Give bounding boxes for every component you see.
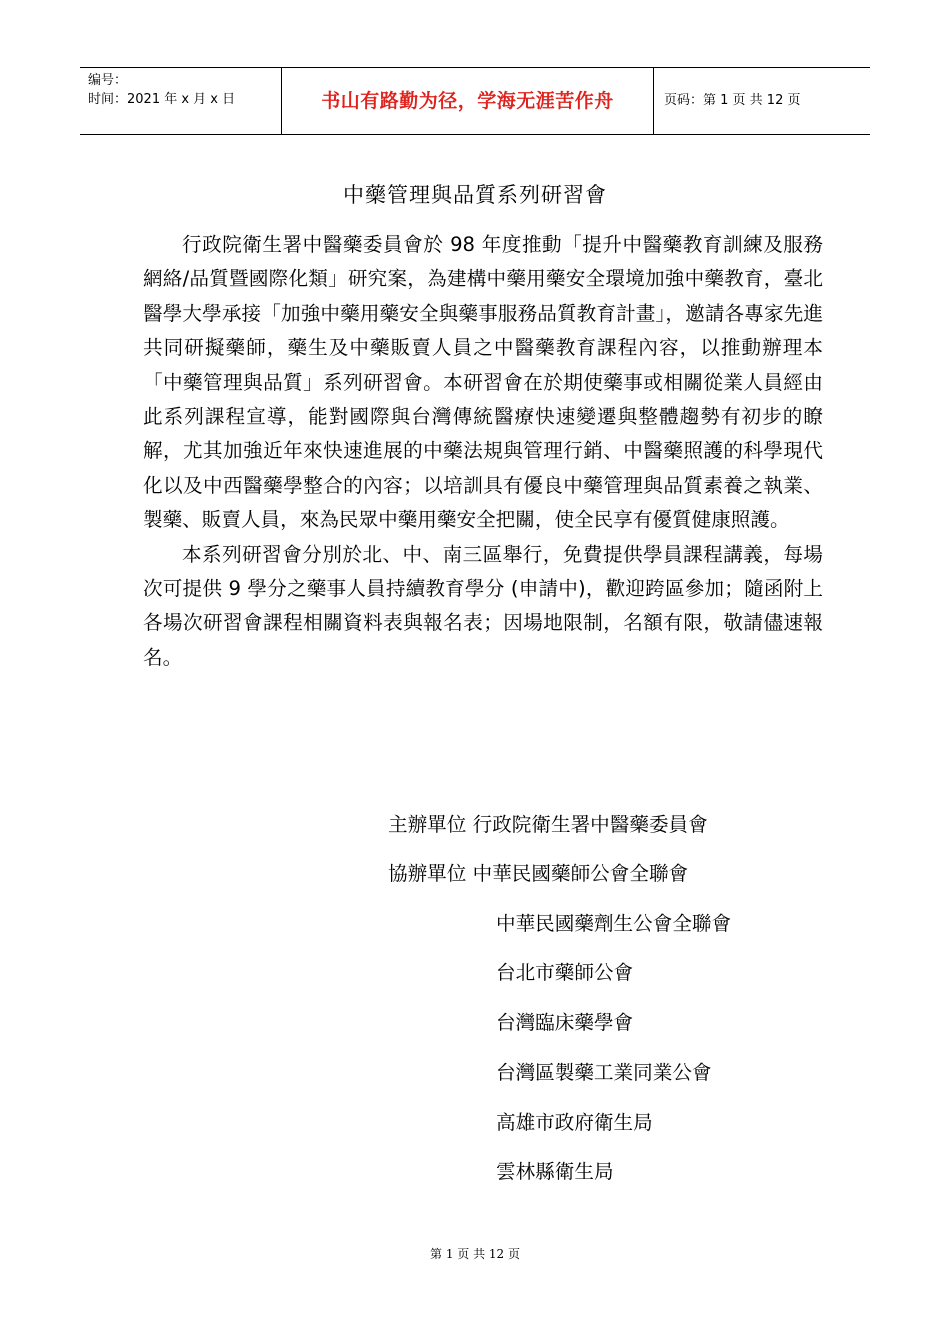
co-host-item: 雲林縣衛生局 (496, 1160, 614, 1183)
page-info: 页码：第 1 页 共 12 页 (664, 93, 801, 108)
co-host-item: 台灣臨床藥學會 (496, 1011, 634, 1034)
co-host-item: 高雄市政府衛生局 (496, 1111, 653, 1134)
body-text (143, 228, 823, 675)
host-organizer: 主辦單位 行政院衛生署中醫藥委員會 (388, 813, 708, 836)
header-table (80, 67, 870, 135)
number-label: 编号： (88, 73, 128, 88)
document-title: 中藥管理與品質系列研習會 (343, 183, 607, 207)
co-host-item: 台北市藥師公會 (496, 961, 634, 984)
co-host-item: 台灣區製藥工業同業公會 (496, 1061, 712, 1084)
page-footer: 第 1 页 共 12 页 (430, 1247, 520, 1261)
time-label: 时间：2021 年 x 月 x 日 (88, 92, 236, 107)
paragraph-details: 本系列研習會分別於北、中、南三區舉行，免費提供學員課程講義，每場次可提供 9 學分之藥事人員持續教育學分 (申請中)，歡迎跨區參加；隨函附上各場次研習會課程相關資料表與報名表；因場地限制，名額有限，敬請儘速報名。 (143, 542, 823, 669)
co-host-item: 中華民國藥劑生公會全聯會 (496, 912, 732, 935)
header-motto-cell (281, 68, 654, 134)
paragraph-intro: 行政院衛生署中醫藥委員會於 98 年度推動「提升中醫藥教育訓練及服務網絡/品質暨國際化類」研究案，為建構中藥用藥安全環境加強中藥教育，臺北醫學大學承接「加強中藥用藥安全與藥事服務品質教育計畫」，邀請各專家先進共同研擬藥師，藥生及中藥販賣人員之中醫藥教育課程內容，以推動辦理本「中藥管理與品質」系列研習會。本研習會在於期使藥事或相關從業人員經由此系列課程宣導，能對國際與台灣傳統醫療快速變遷與整體趨勢有初步的瞭解，尤其加強近年來快速進展的中藥法規與管理行銷、中醫藥照護的科學現代化以及中西醫藥學整合的內容；以培訓具有優良中藥管理與品質素養之執業、製藥、販賣人員，來為民眾中藥用藥安全把關，使全民享有優質健康照護。 (143, 233, 823, 532)
motto: 书山有路勤为径，学海无涯苦作舟 (321, 90, 614, 112)
co-host-organizer: 協辦單位 中華民國藥師公會全聯會 (388, 862, 689, 885)
header-meta (80, 68, 281, 134)
